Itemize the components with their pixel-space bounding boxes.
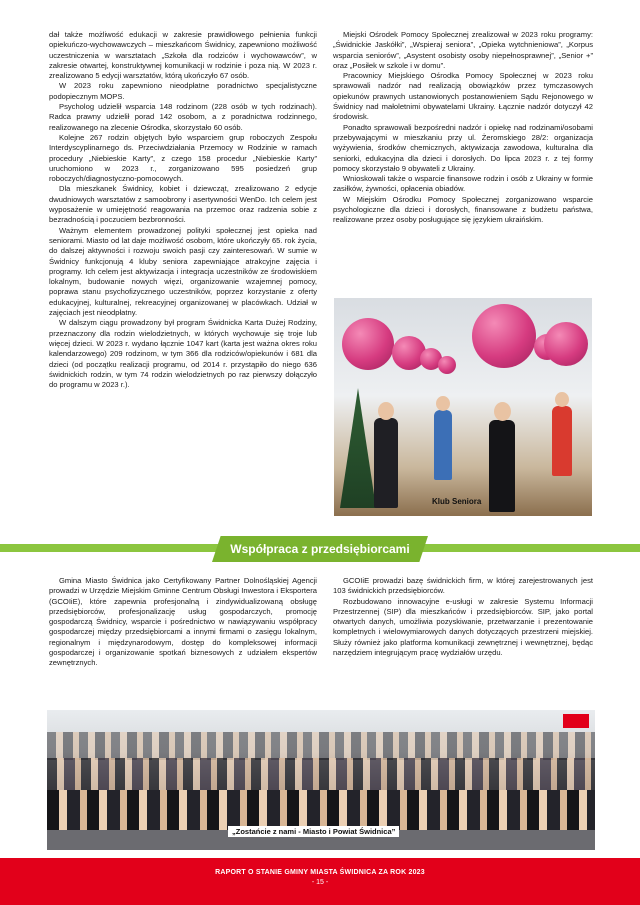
right-column-top (333, 30, 593, 226)
person-head (436, 396, 450, 411)
person-head (494, 402, 511, 421)
exercise-ball (438, 356, 456, 374)
exercise-ball (472, 304, 536, 368)
exercise-ball (544, 322, 588, 366)
photo-caption: Klub Seniora (432, 497, 482, 506)
paragraph: Psycholog udzielił wsparcia 148 rodzinom (228 osób w tych rodzinach). Radca prawny udzielił porad 142 osobom, a z poradnictwa rodzinnego, realizowanego na zlecenie Ośrodka, skorzystało 60 osób. (49, 102, 317, 132)
paragraph: Wnioskowali także o wsparcie finansowe rodzin i osób z Ukrainy w formie zasiłków, żywności, opłacenia obiadów. (333, 174, 593, 194)
paragraph: Pracownicy Miejskiego Ośrodka Pomocy Społecznej w 2023 roku sprawowali nadzór nad realizacją obowiązków przez tymczasowych opiekunów prawnych ustanowionych postanowieniem Sądu Rejonowego w Świdnicy nad małoletnimi obywatelami Ukrainy. Łącznie nadzór dotyczył 42 środowisk. (333, 71, 593, 122)
paragraph: Ważnym elementem prowadzonej polityki społecznej jest opieka nad seniorami. Miasto od lat daje możliwość osobom, które ukończyły 65. rok życia, do dalszej aktywności i rozwoju swoich pasji czy zainteresowań. W sumie w Świdnicy funkcjonują 4 kluby seniora zapewniające atrakcyjne zajęcia i programy. Ich celem jest aktywizacja i integracja uczestników ze środowiskiem lokalnym, budowanie nowych więzi, organizowanie wzajemnej pomocy, poprawa stanu psychofizycznego uczestników, poprzez korzystanie z oferty edukacyjnej, kulturalnej, rekreacyjnej organizowanej w placówkach. Udział w zajęciach jest nieodpłatny. (49, 225, 317, 318)
person-silhouette (374, 418, 398, 508)
crowd-row-back (47, 732, 595, 760)
crowd-row-front (47, 790, 595, 830)
paragraph: Miejski Ośrodek Pomocy Społecznej zrealizował w 2023 roku programy: „Świdnickie Jaskółki”, „Wspieraj seniora”, „Opieka wytchnieniowa”, „Korpus wsparcia seniorów”, „Asystent osobisty osoby niepełnosprawnej”, „Senior +” oraz „Posiłek w szkole i w domu”. (333, 30, 593, 70)
crowd-row-middle (47, 758, 595, 792)
page-number: - 15 - (311, 879, 329, 886)
person-silhouette (489, 420, 515, 512)
paragraph: GCOIiE prowadzi bazę świdnickich firm, w której zarejestrowanych jest 103 świdnickich przedsiębiorców. (333, 576, 593, 596)
paragraph: Gmina Miasto Świdnica jako Certyfikowany Partner Dolnośląskiej Agencji prowadzi w Urzędzie Miejskim Gminne Centrum Obsługi Inwestora i Eksportera (GCOIiE), które zapewnia profesjonalną i zindywidualizowaną obsługę przedsiębiorców, profesjonalizację usług gospodarczych, promocję gospodarczą Świdnicy, wsparcie i pośrednictwo w nawiązywaniu współpracy gospodarczej między przedsiębiorcami a innymi firmami o zasięgu lokalnym, regionalnym i międzynarodowym, dostęp do kompleksowej informacji gospodarczej i organizowanie spotkań biznesowych z udziałem ekspertów zewnętrznych. (49, 576, 317, 668)
paragraph: Ponadto sprawowali bezpośredni nadzór i opiekę nad rodzinami/osobami przebywającymi w mieszkaniu przy ul. Żeromskiego 28/2: organizacja wyżywienia, środków chemicznych, aktywizacja zawodowa, kulturalna dla seniorki, edukacyjna dla dzieci i dorosłych. Do lipca 2023 r. z tej formy pomocy skorzystało 9 obywateli z Ukrainy. (333, 122, 593, 173)
paragraph: dał także możliwość edukacji w zakresie prawidłowego pełnienia funkcji opiekuńczo-wychowawczych – mieszkańcom Świdnicy, zapewniono możliwość uczestniczenia w warsztatach „Szkoła dla rodziców i wychowawców”, w zakresie otwartej, konstruktywnej komunikacji w rodzinie i poza nią. W 2023 r. zrealizowano 5 edycji warsztatów, którą ukończyło 67 osób. (49, 30, 317, 81)
logo-mark (563, 714, 589, 728)
person-silhouette (434, 410, 452, 480)
photo-caption: „Zostańcie z nami - Miasto i Powiat Świdnica” (228, 826, 399, 837)
paragraph: W Miejskim Ośrodku Pomocy Społecznej zorganizowano wsparcie psychologiczne dla dzieci i dorosłych, finansowane z budżetu państwa, realizowane przez osoby posługujące się językiem ukraińskim. (333, 194, 593, 225)
paragraph: Dla mieszkanek Świdnicy, kobiet i dziewcząt, zrealizowano 2 edycje dwudniowych warsztatów z samoobrony i asertywności WenDo. Ich celem jest wyposażenie w umiejętność reagowania na przemoc oraz radzenia sobie z bezradnością i poczuciem bezbronności. (49, 184, 317, 225)
paragraph: Rozbudowano innowacyjne e-usługi w zakresie Systemu Informacji Przestrzennej (SIP) dla mieszkańców i przedsiębiorców. SIP, jako portal otwartych danych, umożliwia pozyskiwanie, przetwarzanie i prezentowanie kompletnych i wielowymiarowych danych dotyczących przestrzeni miejskiej. Służy również jako platforma komunikacji zewnętrznej i wewnętrznej, będąc narzędziem integrującym pracę wydziałów urzędu. (333, 596, 593, 658)
christmas-tree-shape (340, 388, 376, 508)
paragraph: Kolejne 267 rodzin objętych było wsparciem grup roboczych Zespołu Interdyscyplinarnego ds. Przeciwdziałania Przemocy w Rodzinie w ramach procedury „Niebieskie Karty”, z czego 158 procedur „Niebieskie Karty” uruchomiono w 2023 r., zorganizowano 595 posiedzeń grup roboczych/diagnostyczno-pomocowych. (49, 132, 317, 184)
exercise-ball (342, 318, 394, 370)
person-silhouette (552, 406, 572, 476)
left-column-bottom (49, 576, 317, 669)
person-head (555, 392, 569, 407)
page-footer (0, 858, 640, 905)
right-column-bottom (333, 576, 593, 658)
report-title: RAPORT O STANIE GMINY MIASTA ŚWIDNICA ZA ROK 2023 (215, 869, 425, 876)
paragraph: W 2023 roku zapewniono nieodpłatne poradnictwo specjalistyczne podopiecznym MOPS. (49, 81, 317, 101)
section-title: Współpraca z przedsiębiorcami (230, 542, 410, 556)
section-heading-band (0, 536, 640, 562)
senior-club-photo (334, 298, 592, 516)
paragraph: W dalszym ciągu prowadzony był program Świdnicka Karta Dużej Rodziny, przeznaczony dla rodzin wielodzietnych, w których wychowuje się troje lub więcej dzieci. W 2023 r. wydano łącznie 1047 kart (karta jest ważna okres roku kalendarzowego) 209 rodzinom, w tym 366 dla rodziców/opiekunów i 681 dla dzieci (od początku realizacji programu, od 2014 r. przystąpiło do niego 636 świdnickich rodzin, w tym 74 rodzin wielodzietnych po raz pierwszy dołączyło do programu w 2023 r.). (49, 318, 317, 390)
person-head (378, 402, 394, 420)
left-column-top (49, 30, 317, 390)
